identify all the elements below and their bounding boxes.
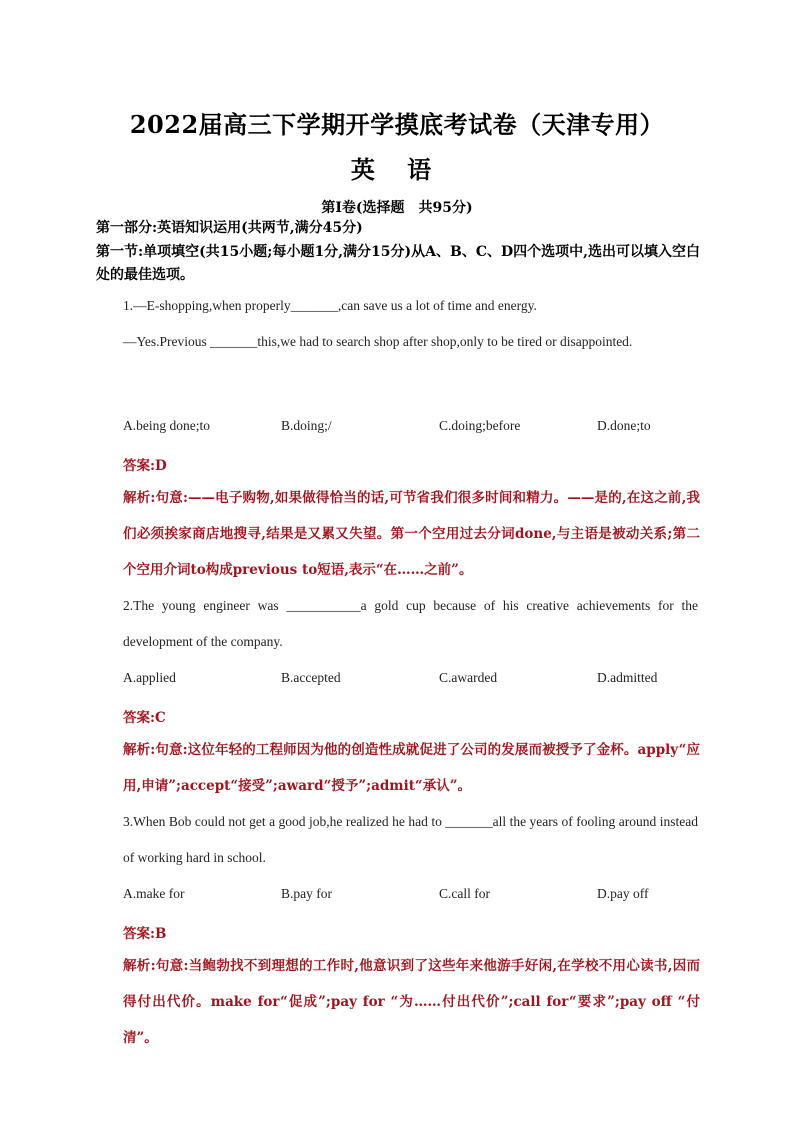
- option-a: A.being done;to: [123, 418, 210, 433]
- option-d: D.pay off: [597, 886, 649, 901]
- subject-heading: 英 语: [350, 155, 444, 184]
- option-b: B.doing;/: [281, 418, 332, 433]
- option-a: A.applied: [123, 670, 176, 685]
- volume-heading: 第Ⅰ卷(选择题 共95分): [321, 200, 473, 216]
- question-3-answer: 答案:B: [123, 926, 167, 942]
- section-heading: 第一节:单项填空(共15小题;每小题1分,满分15分)从A、B、C、D四个选项中,选出可以填入空白处的最佳选项。: [96, 244, 701, 283]
- question-3-text: [96, 804, 698, 876]
- option-c: C.doing;before: [439, 418, 521, 433]
- question-3-options: [123, 886, 723, 906]
- question-2-explanation: [96, 732, 700, 804]
- option-b: B.accepted: [281, 670, 341, 685]
- option-b: B.pay for: [281, 886, 332, 901]
- option-a: A.make for: [123, 886, 185, 901]
- part-heading: 第一部分:英语知识运用(共两节,满分45分): [96, 220, 363, 236]
- question-1-answer: 答案:D: [123, 458, 167, 474]
- question-1-options: [123, 418, 723, 438]
- option-c: C.call for: [439, 886, 490, 901]
- option-c: C.awarded: [439, 670, 498, 685]
- explanation-text: 解析:句意:这位年轻的工程师因为他的创造性成就促进了公司的发展而被授予了金杯。apply“应用,申请”;accept“接受”;award“授予”;admit“承认”。: [123, 742, 700, 794]
- question-1-explanation: [96, 480, 700, 588]
- question-2-answer: 答案:C: [123, 710, 166, 726]
- question-3-body: 3.When Bob could not get a good job,he realized he had to _______all the years of fooling around instead of working hard in school.: [123, 814, 698, 865]
- question-3-explanation: [96, 948, 700, 1056]
- option-d: D.admitted: [597, 670, 658, 685]
- question-2-text: [96, 588, 698, 660]
- question-2-body: 2.The young engineer was ___________a gold cup because of his creative achievements for the development of the company.: [123, 598, 698, 649]
- question-1-line1: 1.—E-shopping,when properly_______,can save us a lot of time and energy.: [123, 298, 537, 313]
- explanation-text: 解析:句意:当鲍勃找不到理想的工作时,他意识到了这些年来他游手好闲,在学校不用心读书,因而得付出代价。make for“促成”;pay for “为……付出代价”;call for“要求”;pay off “付清”。: [123, 958, 700, 1046]
- explanation-text: 解析:句意:——电子购物,如果做得恰当的话,可节省我们很多时间和精力。——是的,在这之前,我们必须挨家商店地搜寻,结果是又累又失望。第一个空用过去分词done,与主语是被动关系;第二个空用介词to构成previous to短语,表示“在……之前”。: [123, 490, 700, 578]
- question-2-options: [123, 670, 723, 690]
- question-1-line2: —Yes.Previous _______this,we had to search shop after shop,only to be tired or disappointed.: [123, 334, 633, 349]
- exam-title: 2022届高三下学期开学摸底考试卷（天津专用）: [129, 110, 665, 139]
- option-d: D.done;to: [597, 418, 651, 433]
